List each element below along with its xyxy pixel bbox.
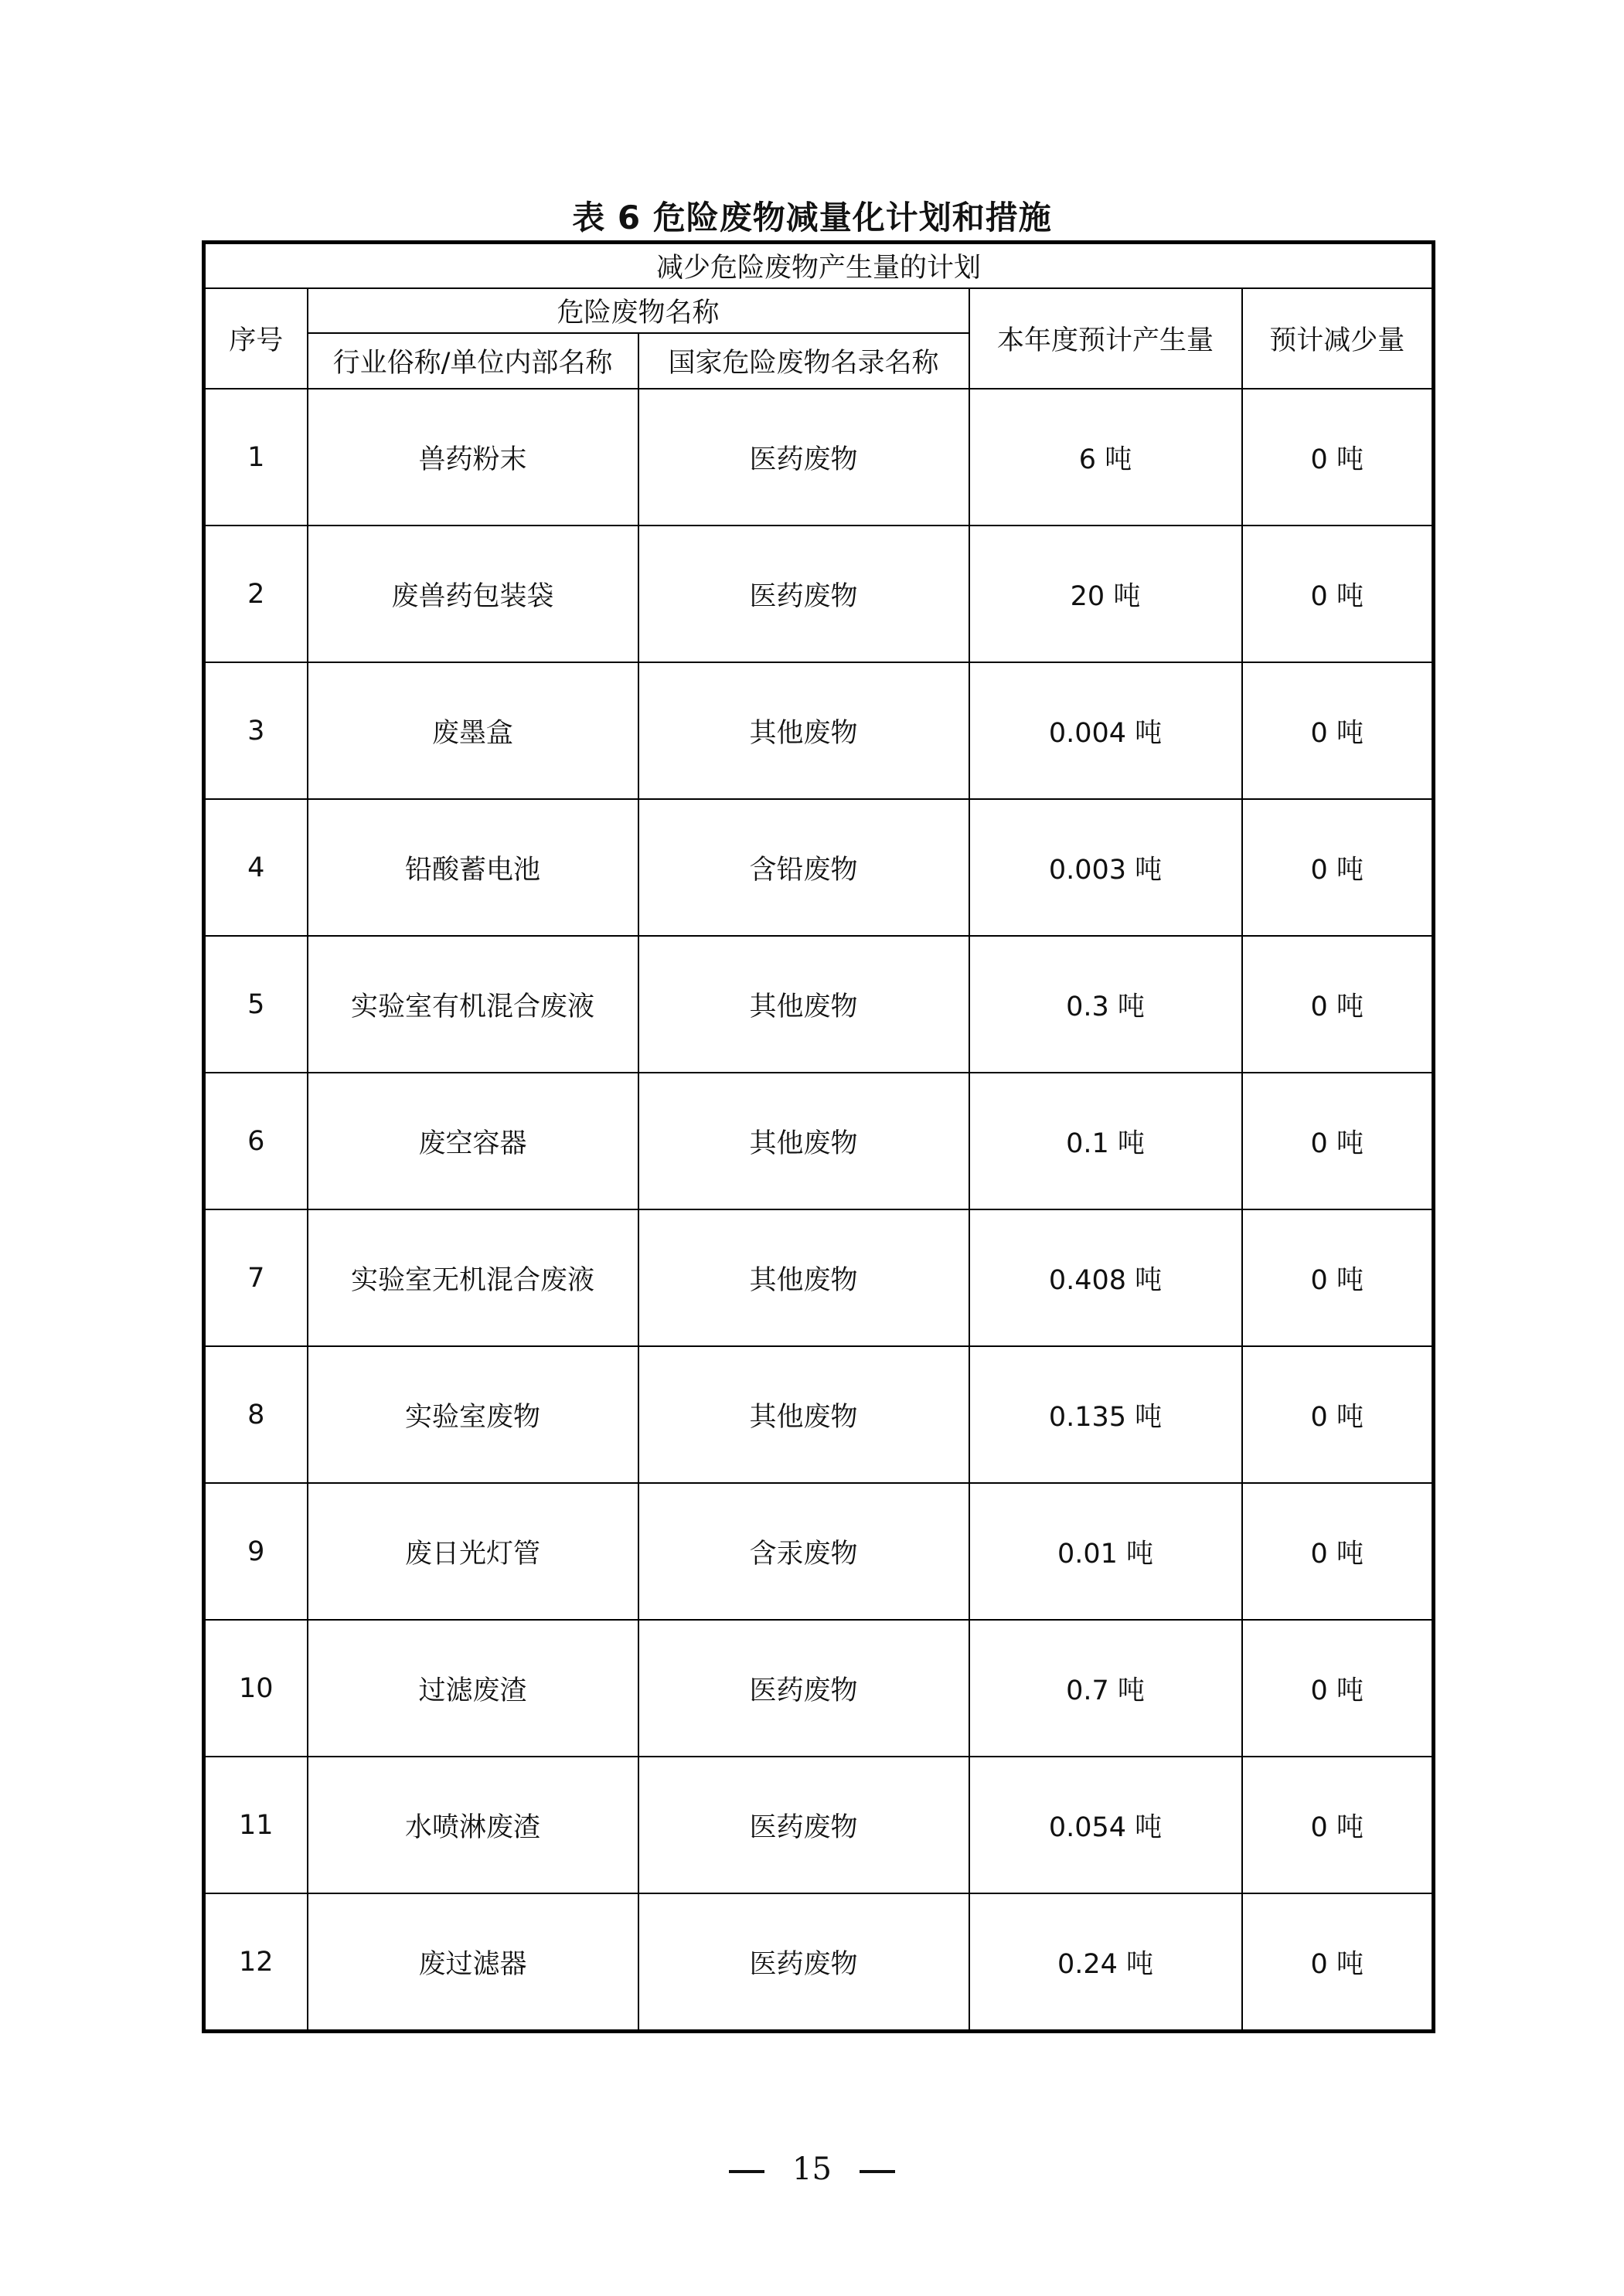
cell-seq: 5 [204,936,308,1073]
cell-reduction: 0 吨 [1242,662,1434,799]
cell-industry-name: 废日光灯管 [308,1483,638,1620]
header-reduction: 预计减少量 [1242,288,1434,389]
footer-dash-left [729,2170,764,2173]
cell-annual-output: 6 吨 [969,389,1242,526]
cell-industry-name: 实验室无机混合废液 [308,1209,638,1346]
header-annual-output: 本年度预计产生量 [969,288,1242,389]
cell-national-name: 其他废物 [638,936,969,1073]
header-name-group: 危险废物名称 [308,288,969,333]
cell-seq: 12 [204,1893,308,2032]
cell-annual-output: 0.01 吨 [969,1483,1242,1620]
cell-seq: 8 [204,1346,308,1483]
cell-national-name: 其他废物 [638,662,969,799]
cell-national-name: 含铅废物 [638,799,969,936]
cell-national-name: 医药废物 [638,1620,969,1757]
header-industry-name: 行业俗称/单位内部名称 [308,333,638,389]
table-row [204,1757,1434,1893]
cell-seq: 11 [204,1757,308,1893]
cell-seq: 6 [204,1073,308,1209]
cell-industry-name: 废空容器 [308,1073,638,1209]
table-row [204,1209,1434,1346]
cell-reduction: 0 吨 [1242,936,1434,1073]
cell-industry-name: 废墨盒 [308,662,638,799]
cell-reduction: 0 吨 [1242,1757,1434,1893]
cell-reduction: 0 吨 [1242,799,1434,936]
cell-reduction: 0 吨 [1242,1893,1434,2032]
page-number: 15 [792,2151,832,2187]
table-row [204,799,1434,936]
cell-reduction: 0 吨 [1242,1620,1434,1757]
cell-annual-output: 0.004 吨 [969,662,1242,799]
cell-industry-name: 实验室有机混合废液 [308,936,638,1073]
header-row [204,288,1434,333]
cell-national-name: 医药废物 [638,389,969,526]
header-seq: 序号 [204,288,308,389]
cell-national-name: 含汞废物 [638,1483,969,1620]
cell-seq: 9 [204,1483,308,1620]
footer-dash-right [860,2170,895,2173]
table-row [204,389,1434,526]
cell-annual-output: 20 吨 [969,526,1242,662]
table-body [204,389,1434,2032]
table-row [204,1620,1434,1757]
cell-annual-output: 0.408 吨 [969,1209,1242,1346]
cell-national-name: 其他废物 [638,1346,969,1483]
table-row [204,1893,1434,2032]
table-row [204,526,1434,662]
cell-annual-output: 0.1 吨 [969,1073,1242,1209]
cell-seq: 3 [204,662,308,799]
header-national-name: 国家危险废物名录名称 [638,333,969,389]
table-banner-row [204,243,1434,289]
table-row [204,936,1434,1073]
page-footer [0,2150,1624,2189]
cell-industry-name: 兽药粉末 [308,389,638,526]
cell-reduction: 0 吨 [1242,389,1434,526]
cell-seq: 1 [204,389,308,526]
cell-industry-name: 废兽药包装袋 [308,526,638,662]
table-row [204,662,1434,799]
cell-seq: 10 [204,1620,308,1757]
cell-reduction: 0 吨 [1242,1073,1434,1209]
cell-national-name: 其他废物 [638,1209,969,1346]
cell-national-name: 医药废物 [638,1757,969,1893]
cell-industry-name: 铅酸蓄电池 [308,799,638,936]
cell-reduction: 0 吨 [1242,1209,1434,1346]
cell-industry-name: 废过滤器 [308,1893,638,2032]
page-title: 表 6 危险废物减量化计划和措施 [572,199,1052,236]
cell-annual-output: 0.3 吨 [969,936,1242,1073]
table-banner: 减少危险废物产生量的计划 [204,243,1434,289]
cell-annual-output: 0.24 吨 [969,1893,1242,2032]
cell-reduction: 0 吨 [1242,1346,1434,1483]
table-row [204,1073,1434,1209]
cell-national-name: 医药废物 [638,1893,969,2032]
table-row [204,1346,1434,1483]
table-row [204,1483,1434,1620]
cell-national-name: 其他废物 [638,1073,969,1209]
cell-annual-output: 0.003 吨 [969,799,1242,936]
cell-reduction: 0 吨 [1242,526,1434,662]
cell-national-name: 医药废物 [638,526,969,662]
cell-seq: 2 [204,526,308,662]
cell-annual-output: 0.135 吨 [969,1346,1242,1483]
cell-annual-output: 0.054 吨 [969,1757,1242,1893]
cell-reduction: 0 吨 [1242,1483,1434,1620]
cell-industry-name: 实验室废物 [308,1346,638,1483]
cell-seq: 7 [204,1209,308,1346]
waste-reduction-table [202,240,1435,2033]
cell-industry-name: 过滤废渣 [308,1620,638,1757]
cell-annual-output: 0.7 吨 [969,1620,1242,1757]
cell-industry-name: 水喷淋废渣 [308,1757,638,1893]
cell-seq: 4 [204,799,308,936]
